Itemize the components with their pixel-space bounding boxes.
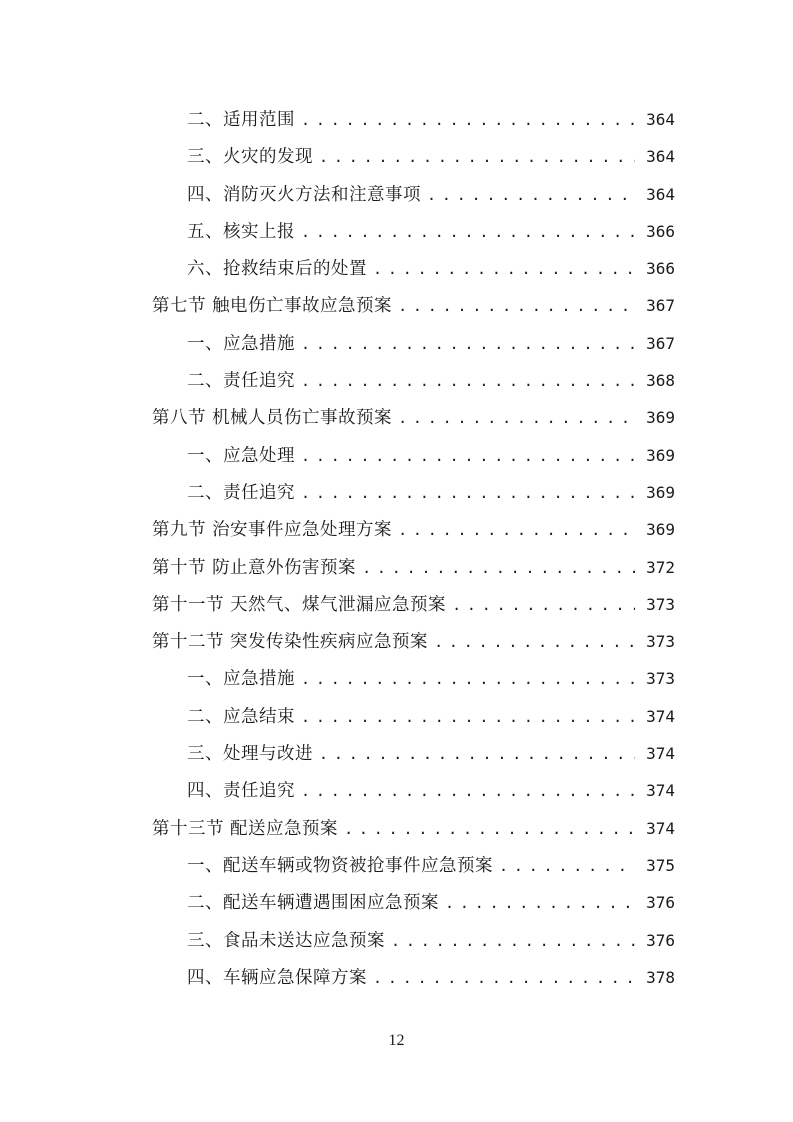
toc-entry[interactable]	[152, 549, 675, 586]
toc-dot-leader	[301, 475, 635, 512]
toc-entry-page: 373	[646, 669, 675, 689]
toc-entry-page: 367	[646, 333, 675, 353]
toc-entry-page: 375	[646, 855, 675, 875]
toc-entry-title: 一、应急处理	[187, 445, 295, 466]
toc-dot-leader	[301, 102, 635, 139]
toc-entry-title: 第八节 机械人员伤亡事故预案	[152, 408, 393, 429]
toc-dot-leader	[499, 848, 635, 885]
toc-entry-page: 376	[646, 930, 675, 950]
toc-entry[interactable]	[152, 287, 675, 324]
toc-entry-title: 一、应急措施	[187, 333, 295, 354]
toc-entry-title: 四、消防灭火方法和注意事项	[187, 184, 421, 205]
toc-entry-title: 四、责任追究	[187, 781, 295, 802]
toc-entry-title: 二、责任追究	[187, 371, 295, 392]
toc-entry-title: 二、责任追究	[187, 482, 295, 503]
toc-dot-leader	[344, 811, 635, 848]
toc-entry-page: 368	[646, 371, 675, 391]
toc-entry-title: 二、应急结束	[187, 706, 295, 727]
table-of-contents	[152, 101, 675, 996]
toc-entry-title: 二、适用范围	[187, 110, 295, 130]
toc-entry[interactable]	[152, 138, 675, 175]
toc-entry-title: 第七节 触电伤亡事故应急预案	[152, 296, 393, 317]
toc-dot-leader	[362, 550, 635, 587]
toc-entry-page: 369	[646, 482, 675, 502]
toc-entry[interactable]	[152, 586, 675, 623]
toc-dot-leader	[319, 736, 635, 773]
toc-dot-leader	[427, 177, 635, 214]
toc-entry[interactable]	[152, 213, 675, 250]
toc-entry[interactable]	[152, 698, 675, 735]
toc-dot-leader	[445, 885, 635, 922]
toc-entry-page: 373	[646, 594, 675, 614]
toc-entry[interactable]	[152, 884, 675, 921]
toc-entry-page: 369	[646, 408, 675, 428]
toc-dot-leader	[398, 512, 635, 549]
toc-entry-title: 三、食品未送达应急预案	[187, 930, 385, 951]
toc-entry[interactable]	[152, 399, 675, 436]
toc-entry-title: 三、火灾的发现	[187, 147, 313, 168]
toc-entry[interactable]	[152, 101, 675, 138]
toc-entry-page: 373	[646, 632, 675, 652]
toc-entry-page: 364	[646, 110, 675, 129]
toc-dot-leader	[373, 960, 635, 997]
toc-dot-leader	[373, 251, 635, 288]
toc-entry-title: 一、应急措施	[187, 669, 295, 690]
toc-dot-leader	[301, 773, 635, 810]
toc-dot-leader	[301, 363, 635, 400]
toc-entry[interactable]	[152, 847, 675, 884]
toc-entry-title: 五、核实上报	[187, 221, 295, 242]
toc-entry-page: 374	[646, 744, 675, 764]
toc-entry-title: 第十二节 突发传染性疾病应急预案	[152, 632, 429, 653]
toc-entry[interactable]	[152, 362, 675, 399]
toc-entry-page: 378	[646, 967, 675, 987]
toc-entry-page: 369	[646, 445, 675, 465]
toc-dot-leader	[301, 699, 635, 736]
toc-dot-leader	[452, 587, 635, 624]
toc-entry-page: 374	[646, 818, 675, 838]
toc-entry-page: 367	[646, 296, 675, 316]
toc-entry-title: 六、抢救结束后的处置	[187, 259, 367, 280]
toc-entry-page: 364	[646, 184, 675, 204]
toc-entry[interactable]	[152, 437, 675, 474]
toc-entry-title: 四、车辆应急保障方案	[187, 967, 367, 988]
toc-entry-title: 第九节 治安事件应急处理方案	[152, 520, 393, 541]
toc-entry[interactable]	[152, 810, 675, 847]
toc-entry-title: 第十三节 配送应急预案	[152, 818, 339, 839]
toc-entry-title: 第十一节 天然气、煤气泄漏应急预案	[152, 594, 447, 615]
toc-entry[interactable]	[152, 511, 675, 548]
toc-entry[interactable]	[152, 176, 675, 213]
toc-entry-page: 366	[646, 259, 675, 279]
toc-dot-leader	[398, 288, 635, 325]
toc-dot-leader	[319, 139, 635, 176]
toc-entry[interactable]	[152, 922, 675, 959]
toc-entry[interactable]	[152, 250, 675, 287]
toc-dot-leader	[301, 326, 635, 363]
toc-entry-page: 376	[646, 893, 675, 913]
toc-dot-leader	[391, 923, 635, 960]
toc-entry-page: 372	[646, 557, 675, 577]
toc-entry[interactable]	[152, 660, 675, 697]
toc-entry-page: 374	[646, 706, 675, 726]
toc-entry-title: 一、配送车辆或物资被抢事件应急预案	[187, 855, 493, 876]
toc-dot-leader	[434, 624, 635, 661]
page-number: 12	[388, 1032, 405, 1049]
toc-entry[interactable]	[152, 959, 675, 996]
toc-entry-title: 第十节 防止意外伤害预案	[152, 557, 357, 578]
toc-entry-page: 366	[646, 221, 675, 241]
toc-entry[interactable]	[152, 325, 675, 362]
toc-dot-leader	[301, 438, 635, 475]
toc-entry[interactable]	[152, 735, 675, 772]
toc-entry[interactable]	[152, 474, 675, 511]
toc-entry[interactable]	[152, 772, 675, 809]
toc-entry-title: 二、配送车辆遭遇围困应急预案	[187, 893, 439, 914]
toc-entry-title: 三、处理与改进	[187, 744, 313, 765]
toc-dot-leader	[398, 400, 635, 437]
toc-entry-page: 364	[646, 147, 675, 167]
toc-entry-page: 369	[646, 520, 675, 540]
toc-dot-leader	[301, 661, 635, 698]
toc-entry-page: 374	[646, 781, 675, 801]
toc-entry[interactable]	[152, 623, 675, 660]
toc-dot-leader	[301, 214, 635, 251]
